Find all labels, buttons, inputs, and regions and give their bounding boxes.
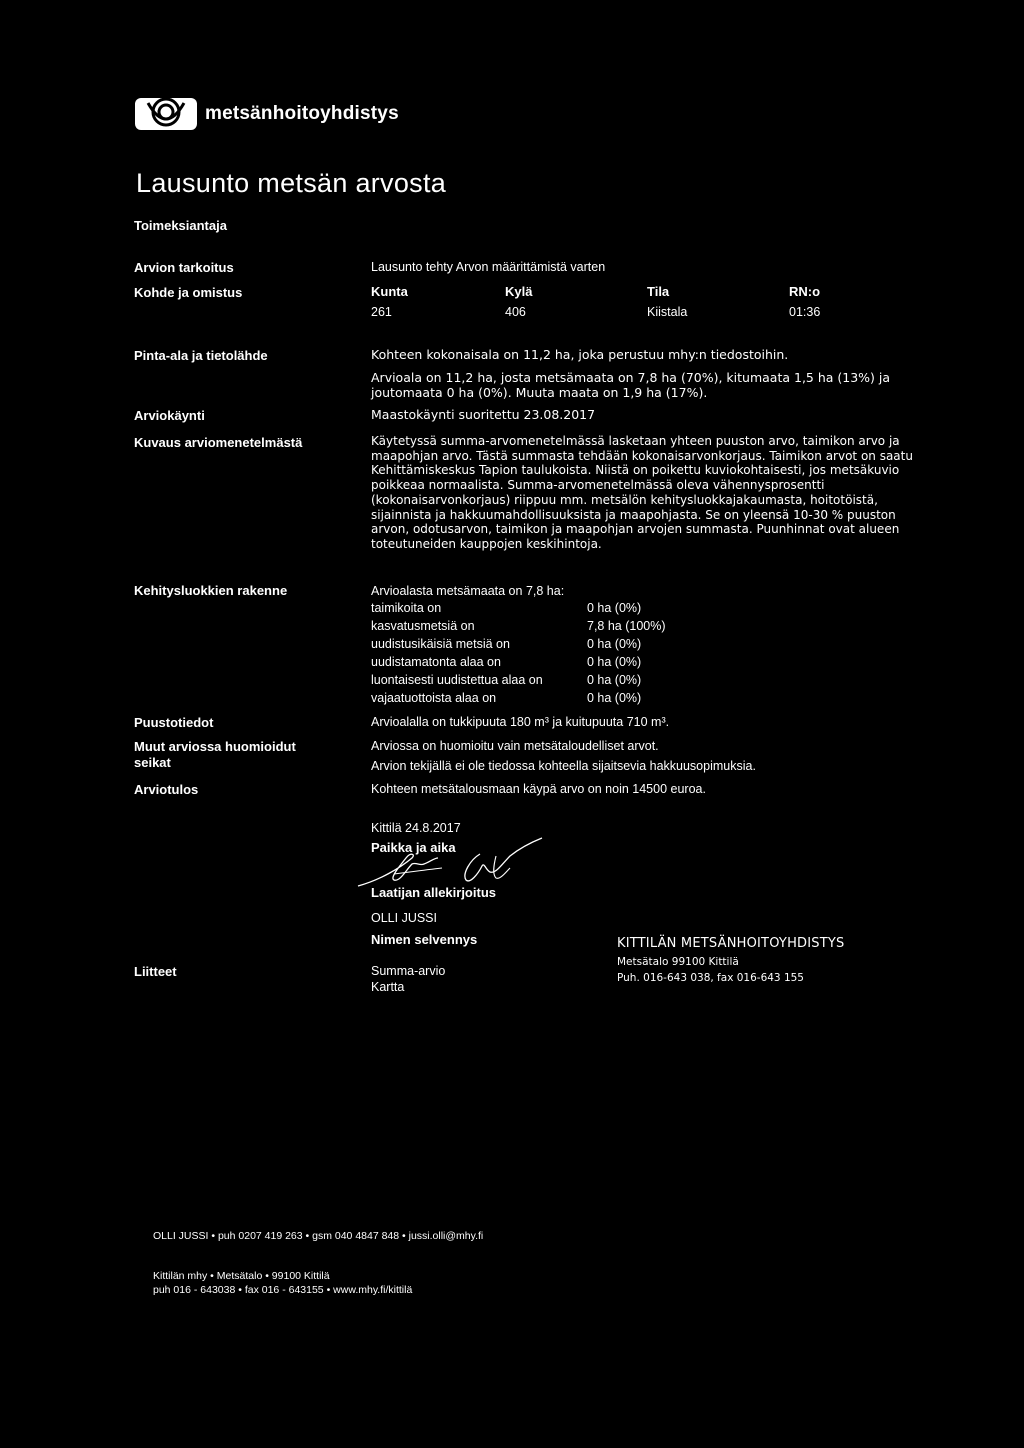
property-header-kunta: Kunta	[371, 284, 408, 299]
growth-label: Kehitysluokkien rakenne	[134, 583, 288, 598]
table-row	[371, 691, 666, 709]
logo-text: metsänhoitoyhdistys	[205, 103, 399, 124]
stand-text: Arvioalalla on tukkipuuta 180 m³ ja kuitupuuta 710 m³.	[371, 715, 670, 729]
growth-name: luontaisesti uudistettua alaa on	[371, 673, 543, 687]
visit-label: Arviokäynti	[134, 408, 205, 423]
footer-phone: puh 016 - 643038 • fax 016 - 643155 • www.mhy.fi/kittilä	[153, 1284, 413, 1296]
purpose-label: Arvion tarkoitus	[134, 260, 234, 275]
area-text-1: Kohteen kokonaisala on 11,2 ha, joka perustuu mhy:n tiedostoihin.	[371, 347, 789, 362]
growth-name: kasvatusmetsiä on	[371, 619, 475, 633]
visit-value: Maastokäynti suoritettu 23.08.2017	[371, 407, 596, 422]
other-label-2: seikat	[134, 755, 171, 770]
property-header-rno: RN:o	[789, 284, 821, 299]
property-value-rno: 01:36	[789, 305, 821, 319]
page-title: Lausunto metsän arvosta	[136, 168, 447, 198]
other-text-2: Arvion tekijällä ei ole tiedossa kohteella sijaitsevia hakkuusopimuksia.	[371, 759, 756, 773]
stamp-line-2: Metsätalo 99100 Kittilä	[617, 956, 739, 968]
toimeksiantaja-label: Toimeksiantaja	[134, 218, 227, 233]
place-date-label: Paikka ja aika	[371, 840, 456, 855]
area-text-2: Arvioala on 11,2 ha, josta metsämaata on 7,8 ha (70%), kitumaata 1,5 ha (13%) ja joutomaata 0 ha (0%). Muuta maata on 1,9 ha (17%).	[371, 370, 891, 400]
method-label: Kuvaus arviomenetelmästä	[134, 435, 303, 450]
result-text: Kohteen metsätalousmaan käypä arvo on noin 14500 euroa.	[371, 782, 706, 796]
growth-value: 0 ha (0%)	[587, 601, 642, 615]
attachment-item: Kartta	[371, 980, 405, 994]
signature-label: Laatijan allekirjoitus	[371, 885, 496, 900]
growth-value: 0 ha (0%)	[587, 691, 642, 705]
other-text-1: Arviossa on huomioitu vain metsätaloudelliset arvot.	[371, 739, 659, 753]
purpose-value: Lausunto tehty Arvon määrittämistä varten	[371, 260, 606, 274]
attachments-label: Liitteet	[134, 964, 177, 979]
growth-intro: Arvioalasta metsämaata on 7,8 ha:	[371, 584, 565, 598]
growth-table	[371, 601, 666, 709]
signer-name: OLLI JUSSI	[371, 911, 437, 925]
table-row	[371, 655, 666, 673]
footer-address: Kittilän mhy • Metsätalo • 99100 Kittilä	[153, 1270, 330, 1282]
footer-contact: OLLI JUSSI • puh 0207 419 263 • gsm 040 4847 848 • jussi.olli@mhy.fi	[153, 1230, 484, 1242]
table-row	[371, 619, 666, 637]
growth-value: 7,8 ha (100%)	[587, 619, 666, 633]
logo	[134, 97, 399, 131]
table-row	[371, 673, 666, 691]
stamp-line-1: KITTILÄN METSÄNHOITOYHDISTYS	[617, 936, 845, 951]
property-value-kyla: 406	[505, 305, 526, 319]
growth-name: taimikoita on	[371, 601, 442, 615]
method-text: Käytetyssä summa-arvomenetelmässä lasketaan yhteen puuston arvo, taimikon arvo ja maapohjan arvo. Tästä summasta tehdään kokonaisarvonkorjaus. Taimikon arvot on saatu Kehittämiskeskus Tapion taulukoista. Niistä on poikettu kuviokohtaisesti, jos metsäkuvio poikkeaa normaalista. Summa-arvomenetelmässä oleva vähennysprosentti (kokonaisarvonkorjaus) riippuu mm. metsälön kehitysluokkajakaumasta, hoitotöistä, sijainnista ja hakkuumahdollisuuksista ja maapohjasta. Se on yleensä 10-30 % puuston arvon, odotusarvon, taimikon ja maapohjan arvojen summasta. Puunhinnat ovat alueen toteutuneiden kauppojen keskihintoja.	[371, 434, 913, 551]
property-value-kunta: 261	[371, 305, 392, 319]
growth-value: 0 ha (0%)	[587, 655, 642, 669]
growth-value: 0 ha (0%)	[587, 637, 642, 651]
place-date: Kittilä 24.8.2017	[371, 821, 461, 835]
stamp-line-3: Puh. 016-643 038, fax 016-643 155	[617, 972, 804, 984]
growth-value: 0 ha (0%)	[587, 673, 642, 687]
other-label-1: Muut arviossa huomioidut	[134, 739, 296, 754]
attachment-item: Summa-arvio	[371, 964, 446, 978]
stand-label: Puustotiedot	[134, 715, 214, 730]
growth-name: uudistamatonta alaa on	[371, 655, 501, 669]
property-value-tila: Kiistala	[647, 305, 688, 319]
table-row	[371, 601, 666, 619]
mhy-logo-icon	[134, 97, 198, 131]
area-label: Pinta-ala ja tietolähde	[134, 348, 268, 363]
name-label: Nimen selvennys	[371, 932, 478, 947]
result-label: Arviotulos	[134, 782, 199, 797]
property-header-tila: Tila	[647, 284, 670, 299]
growth-name: vajaatuottoista alaa on	[371, 691, 497, 705]
table-row	[371, 637, 666, 655]
property-header-kyla: Kylä	[505, 284, 533, 299]
growth-name: uudistusikäisiä metsiä on	[371, 637, 510, 651]
ownership-label: Kohde ja omistus	[134, 285, 243, 300]
